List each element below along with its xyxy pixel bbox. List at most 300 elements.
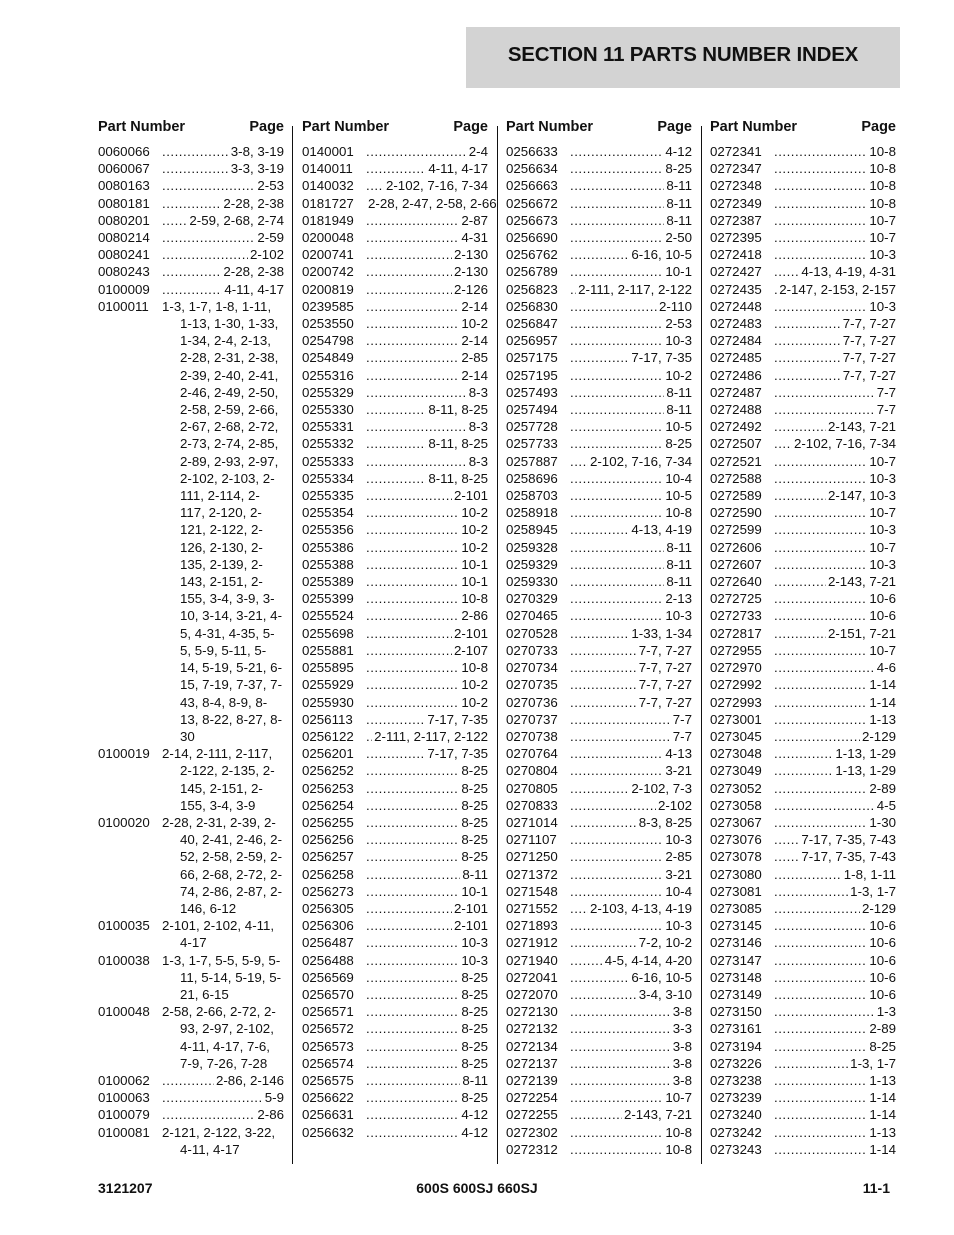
leader-dots: [570, 728, 671, 745]
index-entry: [302, 281, 488, 298]
page-references: 10-3: [869, 556, 896, 572]
page-references: 2-86, 2-146: [215, 1072, 284, 1088]
leader-dots: [570, 745, 663, 762]
leader-dots: [774, 831, 799, 848]
page-references: 10-7: [869, 642, 896, 658]
index-entry: [506, 453, 692, 470]
index-entry: [506, 212, 692, 229]
entry-pages-wrap: [570, 521, 692, 538]
entry-pages-wrap: [774, 728, 896, 745]
leader-dots: [774, 952, 867, 969]
index-entry: [506, 659, 692, 676]
part-number: 0271014: [506, 814, 558, 830]
leader-dots: [366, 470, 426, 487]
index-entry: [710, 315, 896, 332]
entry-pages-wrap: [570, 435, 692, 452]
index-entry: [98, 1124, 284, 1158]
index-entry: [302, 160, 488, 177]
index-entry: [302, 728, 488, 745]
page-references: 2-14: [461, 367, 488, 383]
page-references: 10-7: [869, 453, 896, 469]
part-number: 0273239: [710, 1090, 762, 1106]
leader-dots: [366, 521, 459, 538]
page-references: 10-3: [665, 918, 692, 934]
index-column-4: [710, 119, 896, 1157]
entry-pages-wrap: [774, 900, 896, 917]
index-entry: [506, 160, 692, 177]
leader-dots: [774, 1106, 867, 1123]
page-references: 2-129: [861, 728, 896, 744]
index-entry: [302, 521, 488, 538]
leader-dots: [774, 814, 867, 831]
leader-dots: [774, 401, 875, 418]
leader-dots: [570, 367, 663, 384]
entry-pages-wrap: [366, 401, 488, 418]
entry-pages-wrap: [570, 625, 692, 642]
entry-pages-wrap: [162, 1106, 284, 1123]
page-references: 10-3: [869, 247, 896, 263]
part-number: 0270735: [506, 677, 558, 693]
part-number: 0272130: [506, 1004, 558, 1020]
page-references: 10-6: [869, 952, 896, 968]
index-entry: [302, 401, 488, 418]
index-entry: [506, 1089, 692, 1106]
entry-pages-wrap: [570, 539, 692, 556]
part-number: 0272486: [710, 367, 762, 383]
leader-dots: [774, 986, 867, 1003]
part-number: 0256690: [506, 230, 558, 246]
part-number: 0272521: [710, 453, 762, 469]
page-references: 2-59, 2-68, 2-74: [189, 212, 284, 228]
entry-pages-wrap: [570, 160, 692, 177]
part-number: 0273049: [710, 763, 762, 779]
index-entry: [302, 1038, 488, 1055]
part-number: 0256569: [302, 969, 354, 985]
index-entry: [710, 711, 896, 728]
leader-dots: [366, 900, 452, 917]
leader-dots: [366, 246, 452, 263]
leader-dots: [570, 986, 637, 1003]
entry-pages-wrap: [774, 143, 896, 160]
part-number: 0272507: [710, 436, 762, 452]
page-references: 8-25: [869, 1038, 896, 1054]
entry-pages-wrap: [774, 160, 896, 177]
entry-pages-wrap: [774, 504, 896, 521]
index-entry: [506, 917, 692, 934]
entry-pages-wrap: [774, 814, 896, 831]
leader-dots: [774, 384, 875, 401]
page-references: 1-14: [869, 677, 896, 693]
page-references: 2-107: [453, 642, 488, 658]
page-references: 1-3, 1-7, 1-8, 1-11, 1-13, 1-30, 1-33, 1-34, 2-4, 2-13, 2-28, 2-31, 2-38, 2-39, 2-40, 2-41, 2-46, 2-49, 2-50, 2-58, 2-59, 2-66, 2-67, 2-68, 2-72, 2-73, 2-74, 2-85, 2-89, 2-93, 2-97, 2-102, 2-103, 2-111, 2-114, 2-117, 2-120, 2-121, 2-122, 2-126, 2-130, 2-135, 2-139, 2-143, 2-151, 2-155, 3-4, 3-9, 3-10, 3-14, 3-21, 4-5, 4-31, 4-35, 5-5, 5-9, 5-11, 5-14, 5-19, 5-21, 6-15, 7-19, 7-37, 7-43, 8-4, 8-9, 8-13, 8-22, 8-27, 8-30: [162, 298, 283, 744]
part-number: 0270764: [506, 746, 558, 762]
entry-pages-wrap: [774, 177, 896, 194]
leader-dots: [570, 762, 663, 779]
page-references: 2-129: [861, 900, 896, 916]
leader-dots: [570, 625, 629, 642]
part-number: 0272492: [710, 419, 762, 435]
index-entry: [506, 384, 692, 401]
leader-dots: [774, 315, 841, 332]
part-number: 0272992: [710, 677, 762, 693]
index-entry: [302, 212, 488, 229]
index-entry: [710, 367, 896, 384]
leader-dots: [366, 263, 452, 280]
page-references: 2-147, 10-3: [827, 488, 896, 504]
part-number: 0270738: [506, 728, 558, 744]
index-entry: [506, 1055, 692, 1072]
part-number: 0256622: [302, 1090, 354, 1106]
leader-dots: [774, 900, 860, 917]
leader-dots: [570, 556, 664, 573]
part-number: 0256305: [302, 900, 354, 916]
entry-pages-wrap: [162, 160, 284, 177]
entry-pages-wrap: [162, 229, 284, 246]
part-number: 0256254: [302, 797, 354, 813]
entry-pages-wrap: [162, 195, 284, 212]
page-references: 2-102, 7-16, 7-34: [793, 436, 896, 452]
index-entry: [710, 195, 896, 212]
index-entry: [506, 814, 692, 831]
entry-pages-wrap: [774, 487, 896, 504]
leader-dots: [774, 745, 833, 762]
part-number: 0273078: [710, 849, 762, 865]
part-number: 0272427: [710, 264, 762, 280]
index-entry: [710, 212, 896, 229]
page-references: 10-4: [665, 470, 692, 486]
leader-dots: [774, 1003, 875, 1020]
page-references: 7-17, 7-35: [427, 711, 488, 727]
entry-pages-wrap: [774, 642, 896, 659]
entry-pages-wrap: [570, 883, 692, 900]
page-references: 8-25: [461, 849, 488, 865]
page-references: 7-7: [876, 402, 896, 418]
column-header: [710, 119, 896, 143]
index-entry: [302, 590, 488, 607]
part-number: 0272485: [710, 350, 762, 366]
leader-dots: [774, 934, 867, 951]
leader-dots: [774, 797, 875, 814]
entry-pages-wrap: [570, 212, 692, 229]
page-references: 10-7: [869, 539, 896, 555]
page-references: 4-5, 4-14, 4-20: [604, 952, 692, 968]
index-entry: [506, 711, 692, 728]
entry-pages-wrap: [774, 1072, 896, 1089]
page-references: 10-2: [665, 367, 692, 383]
part-number: 0200742: [302, 264, 354, 280]
index-entry: [302, 1124, 488, 1141]
page-heading: Page: [453, 119, 488, 135]
index-entry: [98, 143, 284, 160]
leader-dots: [570, 1020, 671, 1037]
index-entry: [98, 952, 284, 1004]
page-references: 1-13: [869, 711, 896, 727]
leader-dots: [570, 1124, 663, 1141]
part-number: 0256632: [302, 1124, 354, 1140]
leader-dots: [570, 797, 656, 814]
part-number: 0271250: [506, 849, 558, 865]
entry-pages-wrap: [570, 728, 692, 745]
entry-pages-wrap: [570, 487, 692, 504]
part-number: 0060067: [98, 161, 150, 177]
index-entry: [506, 246, 692, 263]
leader-dots: [570, 711, 671, 728]
part-number: 0257728: [506, 419, 558, 435]
part-number: 0255895: [302, 660, 354, 676]
index-entry: [302, 642, 488, 659]
entry-pages-wrap: [774, 1020, 896, 1037]
entry-pages-wrap: [162, 281, 284, 298]
leader-dots: [570, 900, 588, 917]
leader-dots: [366, 694, 459, 711]
index-entry: [98, 246, 284, 263]
index-entry: [710, 504, 896, 521]
page-references: 2-143, 7-21: [827, 574, 896, 590]
leader-dots: [366, 831, 459, 848]
entry-pages-wrap: [162, 952, 284, 1004]
part-number: 0272418: [710, 247, 762, 263]
index-entry: [506, 590, 692, 607]
index-entry: [506, 642, 692, 659]
part-number: 0200741: [302, 247, 354, 263]
leader-dots: [366, 143, 467, 160]
leader-dots: [774, 676, 867, 693]
leader-dots: [774, 143, 867, 160]
index-entry: [710, 229, 896, 246]
leader-dots: [570, 1106, 622, 1123]
entry-pages-wrap: [570, 866, 692, 883]
page-references: 7-7, 7-27: [842, 333, 896, 349]
entry-pages-wrap: [366, 418, 488, 435]
section-header: [466, 27, 900, 88]
entry-pages-wrap: [774, 797, 896, 814]
leader-dots: [366, 504, 459, 521]
page-references: 2-101: [453, 488, 488, 504]
page-references: 10-2: [461, 316, 488, 332]
entry-pages-wrap: [570, 676, 692, 693]
page-references: 2-53: [257, 178, 284, 194]
index-entry: [302, 504, 488, 521]
page-references: 2-102, 7-16, 7-34: [589, 453, 692, 469]
leader-dots: [366, 625, 452, 642]
page-references: 10-1: [461, 556, 488, 572]
page-references: 2-103, 4-13, 4-19: [589, 900, 692, 916]
part-number: 0270833: [506, 797, 558, 813]
index-entry: [710, 1089, 896, 1106]
part-number: 0272725: [710, 591, 762, 607]
part-number: 0060066: [98, 144, 150, 159]
leader-dots: [570, 1055, 671, 1072]
index-entry: [710, 349, 896, 366]
entry-pages-wrap: [774, 573, 896, 590]
index-entry: [710, 1003, 896, 1020]
leader-dots: [366, 797, 459, 814]
leader-dots: [570, 521, 629, 538]
index-entry: [710, 1038, 896, 1055]
page-references: 2-28, 2-47, 2-58, 2-66: [368, 195, 497, 211]
leader-dots: [366, 281, 452, 298]
page-references: 8-11: [462, 866, 488, 882]
page-references: 2-14: [461, 333, 488, 349]
part-number: 0256113: [302, 711, 353, 727]
leader-dots: [570, 883, 663, 900]
part-number: 0255386: [302, 539, 354, 555]
leader-dots: [774, 1038, 867, 1055]
index-entry: [302, 762, 488, 779]
page-references: 3-8: [672, 1055, 692, 1071]
entry-pages-wrap: [366, 573, 488, 590]
index-entry: [710, 246, 896, 263]
index-entry: [710, 1106, 896, 1123]
index-entry: [710, 952, 896, 969]
part-number: 0271893: [506, 918, 558, 934]
index-entry: [98, 1072, 284, 1089]
index-entry: [710, 694, 896, 711]
leader-dots: [366, 401, 426, 418]
index-entry: [710, 435, 896, 452]
part-number: 0258918: [506, 505, 558, 521]
index-column-3: [506, 119, 692, 1157]
page-references: 7-17, 7-35: [631, 350, 692, 366]
entry-pages-wrap: [162, 1089, 284, 1106]
leader-dots: [366, 969, 459, 986]
entry-pages-wrap: [366, 780, 488, 797]
part-number: 0271912: [506, 935, 558, 951]
part-number: 0257175: [506, 350, 558, 366]
page-references: 2-102: [249, 247, 284, 263]
leader-dots: [774, 573, 826, 590]
part-number: 0273148: [710, 969, 762, 985]
leader-dots: [162, 1072, 214, 1089]
index-entry: [710, 986, 896, 1003]
part-number: 0272395: [710, 230, 762, 246]
index-entry: [302, 349, 488, 366]
leader-dots: [774, 487, 826, 504]
page-references: 8-25: [461, 986, 488, 1002]
index-entry: [98, 195, 284, 212]
index-entry: [506, 694, 692, 711]
index-entry: [302, 263, 488, 280]
page-references: 8-25: [461, 797, 488, 813]
part-number: 0272137: [506, 1055, 558, 1071]
leader-dots: [366, 332, 459, 349]
part-number: 0270805: [506, 780, 558, 796]
page-references: 10-7: [869, 230, 896, 246]
entry-pages-wrap: [570, 229, 692, 246]
leader-dots: [774, 728, 860, 745]
index-entry: [302, 143, 488, 160]
page-references: 2-14, 2-111, 2-117, 2-122, 2-135, 2-145, 2-151, 2-155, 3-4, 3-9: [162, 746, 275, 813]
index-entry: [302, 883, 488, 900]
index-entry: [506, 625, 692, 642]
page-references: 3-3, 3-19: [230, 161, 284, 177]
index-entry: [506, 349, 692, 366]
page-references: 4-12: [461, 1107, 488, 1123]
leader-dots: [366, 315, 459, 332]
page-references: 10-6: [869, 969, 896, 985]
page-references: 10-6: [869, 918, 896, 934]
entry-pages-wrap: [570, 831, 692, 848]
entry-pages-wrap: [774, 866, 896, 883]
leader-dots: [366, 607, 459, 624]
index-entry: [506, 969, 692, 986]
leader-dots: [366, 1106, 459, 1123]
page-references: 8-25: [461, 763, 488, 779]
leader-dots: [366, 848, 459, 865]
index-entry: [506, 195, 692, 212]
part-number: 0270734: [506, 660, 558, 676]
index-entry: [506, 521, 692, 538]
entry-pages-wrap: [774, 711, 896, 728]
leader-dots: [366, 1072, 460, 1089]
index-entry: [710, 263, 896, 280]
index-entry: [506, 298, 692, 315]
part-number: 0272599: [710, 522, 762, 538]
entry-pages-wrap: [162, 246, 284, 263]
page-references: 8-25: [461, 832, 488, 848]
page-references: 8-3: [468, 384, 488, 400]
page-references: 8-11: [666, 195, 692, 211]
leader-dots: [774, 281, 777, 298]
index-entry: [710, 1141, 896, 1158]
column-header: [506, 119, 692, 143]
leader-dots: [774, 1072, 867, 1089]
entry-pages-wrap: [366, 917, 488, 934]
page-references: 7-7, 7-27: [638, 660, 692, 676]
page-references: 3-8: [672, 1038, 692, 1054]
entry-pages-wrap: [366, 470, 488, 487]
leader-dots: [774, 504, 867, 521]
page-references: 2-111, 2-117, 2-122: [578, 281, 692, 297]
page-references: 8-11: [666, 539, 692, 555]
part-number: 0272733: [710, 608, 762, 624]
leader-dots: [570, 195, 664, 212]
index-entry: [710, 814, 896, 831]
leader-dots: [774, 1141, 867, 1158]
leader-dots: [162, 1106, 255, 1123]
index-entry: [98, 298, 284, 745]
index-entry: [506, 797, 692, 814]
page-references: 2-102: [657, 797, 692, 813]
entry-pages-wrap: [570, 177, 692, 194]
page-references: 8-11: [462, 1072, 488, 1088]
page-references: 8-25: [461, 1090, 488, 1106]
part-number: 0256570: [302, 986, 354, 1002]
index-entry: [710, 1055, 896, 1072]
part-number: 0271548: [506, 883, 558, 899]
leader-dots: [162, 177, 255, 194]
leader-dots: [570, 814, 637, 831]
part-number: 0273161: [710, 1021, 762, 1037]
index-entry: [302, 659, 488, 676]
index-entry: [98, 917, 284, 951]
entry-pages-wrap: [366, 229, 488, 246]
page-references: 4-6: [876, 660, 896, 676]
column-divider: [497, 126, 498, 1164]
entry-pages-wrap: [366, 1038, 488, 1055]
page-references: 10-3: [461, 952, 488, 968]
leader-dots: [366, 745, 425, 762]
part-number: 0273242: [710, 1124, 762, 1140]
leader-dots: [774, 332, 841, 349]
part-number: 0256487: [302, 935, 354, 951]
entry-pages-wrap: [366, 177, 488, 194]
page-references: 4-12: [665, 144, 692, 159]
entry-pages-wrap: [774, 521, 896, 538]
index-entry: [710, 521, 896, 538]
column-header: [98, 119, 284, 143]
part-number: 0100048: [98, 1004, 150, 1020]
